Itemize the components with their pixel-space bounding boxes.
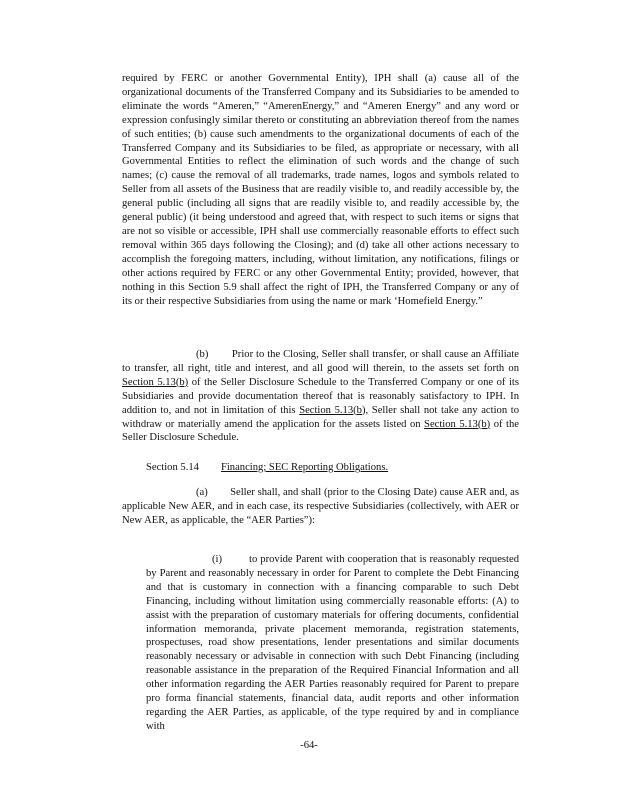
page-number: -64- — [300, 740, 318, 751]
subsection-b-paragraph — [122, 348, 519, 445]
paragraph-text: Prior to the Closing, Seller shall transfer, or shall cause an Affiliate to transfer, all right, title and interest, and all good will therein, to the assets set forth on — [122, 349, 520, 374]
paragraph-text: of the Seller Disclosure Schedule. — [122, 418, 519, 444]
paragraph-text: to provide Parent with cooperation that is reasonably requested by Parent and reasonably necessary in order for Parent to complete the Debt Financing and that is customary in connection with a financing comparable to such Debt Financing, including without limitation using commercially reasonable efforts: (A) to assist with the preparation of customary materials for offering documents, confidential information memoranda, private placement memoranda, registration statements, prospectuses, road show presentations, lender presentations and similar documents reasonably necessary or advisable in connection with such Debt Financing (including reasonable assistance in the preparation of the Required Financial Information and all other information regarding the AER Parties reasonably required for Parent to prepare pro forma financial statements, financial data, audit reports and other information regarding the AER Parties, as applicable, of the type required by and in compliance with — [146, 554, 519, 732]
paragraph-text: Seller shall not take any action to withdraw or materially amend the application for the assets listed on — [122, 404, 520, 430]
subsection-label: (b) — [196, 349, 209, 360]
clause-i-paragraph — [146, 553, 519, 734]
clause-label: (i) — [212, 554, 222, 565]
section-number: Section 5.14 — [146, 462, 199, 473]
paragraph-text: Seller shall, and shall (prior to the Closing Date) cause AER and, as applicable New AER, and in each case, its respective Subsidiaries (collectively, with AER or New AER, as applicable, the “AER Parties”): — [122, 487, 519, 526]
subsection-label: (a) — [196, 487, 208, 498]
section-reference: Section 5.13(b) — [122, 376, 189, 388]
section-reference: Section 5.13(b), — [299, 404, 369, 416]
section-reference: Section 5.13(b) — [424, 418, 491, 430]
section-heading — [146, 461, 388, 475]
section-title: Financing; SEC Reporting Obligations. — [220, 462, 389, 473]
subsection-a-paragraph — [122, 486, 519, 528]
body-paragraph: required by FERC or another Governmental Entity), IPH shall (a) cause all of the organizational documents of the Transferred Company and its Subsidiaries to be amended to eliminate the words “Ameren,” “AmerenEnergy,” and “Ameren Energy” and any word or expression confusingly similar thereto or constituting an abbreviation thereof from the names of such entities; (b) cause such amendments to the organizational documents of each of the Transferred Company and its Subsidiaries to be filed, as appropriate or necessary, with all Governmental Entities to reflect the elimination of such words and the change of such names; (c) cause the removal of all trademarks, trade names, logos and symbols related to Seller from all assets of the Business that are readily visible to, and readily accessible by, the general public (including all signs that are readily visible to, and readily accessible by, the general public) (it being understood and agreed that, with respect to such items or signs that are not so visible or accessible, IPH shall use commercially reasonable efforts to effect such removal within 365 days following the Closing); and (d) take all other actions necessary to accomplish the foregoing matters, including, without limitation, any notifications, filings or other actions required by FERC or any other Governmental Entity; provided, however, that nothing in this Section 5.9 shall affect the right of IPH, the Transferred Company or any of its or their respective Subsidiaries from using the name or mark ‘Homefield Energy.” — [122, 73, 519, 307]
paragraph-text: of the Seller Disclosure Schedule to the Transferred Company or one of its Subsidiaries and provide documentation thereof that is reasonably satisfactory to IPH. In addition to, and not in limitation of this — [122, 376, 519, 416]
